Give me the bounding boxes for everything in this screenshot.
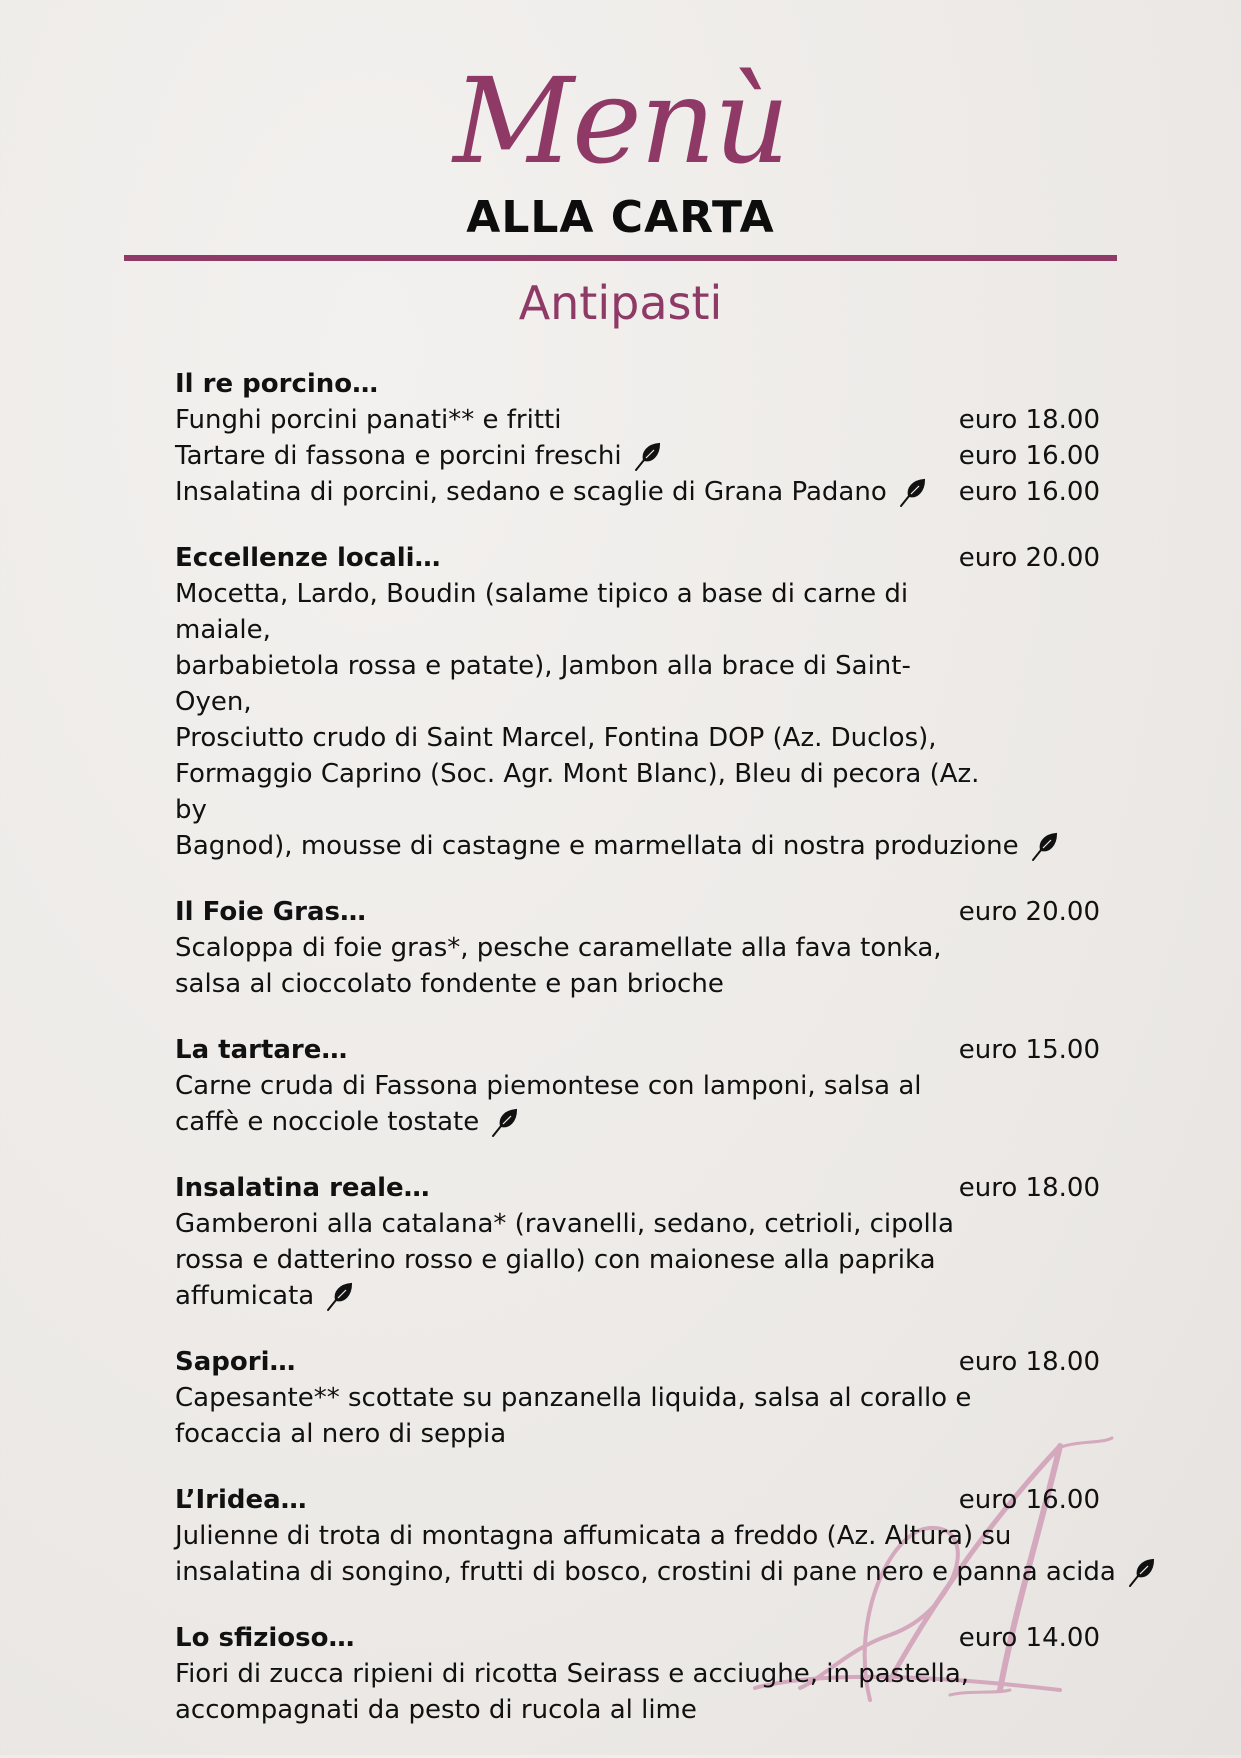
dish-header	[175, 1482, 1100, 1518]
menu-group	[175, 1482, 1116, 1590]
description-line: Carne cruda di Fassona piemontese con lamponi, salsa al	[175, 1071, 922, 1101]
description-line: Capesante** scottate su panzanella liquida, salsa al corallo e	[175, 1383, 972, 1413]
dish-header	[175, 1344, 1100, 1380]
description-line	[175, 1278, 985, 1314]
description-text: insalatina di songino, frutti di bosco, crostini di pane nero e panna acida	[175, 1557, 1116, 1587]
dish-description	[175, 1656, 985, 1728]
dish-name: Tartare di fassona e porcini freschi	[175, 441, 622, 471]
dish-price: euro 18.00	[958, 1347, 1100, 1377]
dish-name: Insalatina di porcini, sedano e scaglie di Grana Padano	[175, 477, 887, 507]
dish-title: L’Iridea…	[175, 1485, 307, 1515]
description-text: caffè e nocciole tostate	[175, 1107, 480, 1137]
dish-title: La tartare…	[175, 1035, 348, 1065]
menu-subtitle: ALLA CARTA	[466, 192, 775, 243]
dish-title: Il re porcino…	[175, 369, 379, 399]
dish-title: Sapori…	[175, 1347, 296, 1377]
dish-header	[175, 540, 1100, 576]
dish-price: euro 20.00	[958, 543, 1100, 573]
header-divider	[124, 255, 1117, 261]
leaf-icon	[1029, 832, 1059, 862]
description-text: Bagnod), mousse di castagne e marmellata di nostra produzione	[175, 831, 1019, 861]
leaf-icon	[897, 478, 927, 508]
description-line: Scaloppa di foie gras*, pesche caramellate alla fava tonka,	[175, 933, 942, 963]
description-line	[175, 828, 1019, 864]
dish-name: Funghi porcini panati** e fritti	[175, 405, 562, 435]
description-line: Julienne di trota di montagna affumicata a freddo (Az. Altura) su	[175, 1521, 1012, 1551]
description-line: barbabietola rossa e patate), Jambon alla brace di Saint-Oyen,	[175, 651, 911, 717]
description-line: accompagnati da pesto di rucola al lime	[175, 1695, 697, 1725]
dish-price: euro 16.00	[958, 1485, 1100, 1515]
dish-header	[175, 1620, 1100, 1656]
dish-price: euro 20.00	[958, 897, 1100, 927]
menu-item	[175, 474, 1100, 510]
menu-group	[175, 894, 1100, 1002]
leaf-icon	[324, 1282, 354, 1312]
description-line: salsa al cioccolato fondente e pan brioche	[175, 969, 724, 999]
leaf-icon	[489, 1108, 519, 1138]
dish-description	[175, 1206, 985, 1314]
description-line: focaccia al nero di seppia	[175, 1419, 507, 1449]
dish-description	[175, 1380, 985, 1452]
menu-item	[175, 438, 1100, 474]
dish-title: Il Foie Gras…	[175, 897, 366, 927]
menu-group	[175, 1170, 1100, 1314]
menu-group	[175, 1620, 1100, 1728]
leaf-icon	[632, 442, 662, 472]
dish-price: euro 18.00	[958, 405, 1100, 435]
menu-group	[175, 366, 1100, 510]
dish-title: Lo sfizioso…	[175, 1623, 355, 1653]
menu-group	[175, 1032, 1100, 1140]
dish-title: Eccellenze locali…	[175, 543, 441, 573]
dish-description	[175, 1068, 985, 1140]
description-line: Gamberoni alla catalana* (ravanelli, sedano, cetrioli, cipolla	[175, 1209, 954, 1239]
dish-price: euro 18.00	[958, 1173, 1100, 1203]
dish-description	[175, 576, 1019, 864]
description-text: affumicata	[175, 1281, 315, 1311]
menu-item	[175, 402, 1100, 438]
dish-description	[175, 930, 985, 1002]
dish-price: euro 15.00	[958, 1035, 1100, 1065]
description-line: rossa e datterino rosso e giallo) con maionese alla paprika	[175, 1245, 936, 1275]
dish-header	[175, 1032, 1100, 1068]
menu-title: Menù	[453, 52, 788, 190]
description-line: Prosciutto crudo di Saint Marcel, Fontina DOP (Az. Duclos),	[175, 723, 937, 753]
dish-price: euro 14.00	[958, 1623, 1100, 1653]
description-line: Formaggio Caprino (Soc. Agr. Mont Blanc), Bleu di pecora (Az. by	[175, 759, 980, 825]
menu-group	[175, 1344, 1100, 1452]
leaf-icon	[1126, 1558, 1156, 1588]
dish-price: euro 16.00	[958, 441, 1100, 471]
dish-header	[175, 1170, 1100, 1206]
description-line: Mocetta, Lardo, Boudin (salame tipico a base di carne di maiale,	[175, 579, 909, 645]
description-line: Fiori di zucca ripieni di ricotta Seirass e acciughe, in pastella,	[175, 1659, 970, 1689]
menu-list	[175, 366, 1116, 1758]
dish-title: Insalatina reale…	[175, 1173, 430, 1203]
description-line	[175, 1104, 985, 1140]
dish-description	[175, 1518, 1116, 1590]
menu-group	[175, 540, 1100, 864]
dish-price: euro 16.00	[958, 477, 1100, 507]
dish-header	[175, 894, 1100, 930]
section-title: Antipasti	[518, 276, 723, 330]
description-line	[175, 1554, 1116, 1590]
